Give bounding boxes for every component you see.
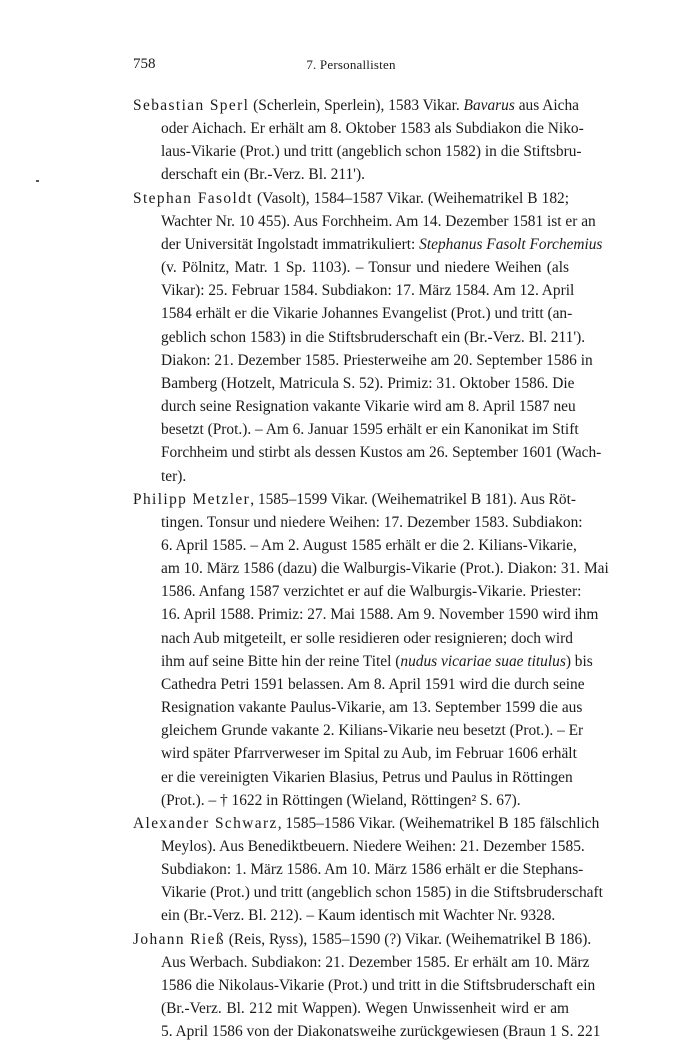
- text-run: Aus Werbach. Subdiakon: 21. Dezember 1585. Er erhält am 10. März: [161, 953, 590, 971]
- entry-line: [133, 117, 584, 140]
- text-run: wird später Pfarrverweser im Spital zu Aub, im Februar 1606 erhält: [161, 745, 577, 763]
- text-run: ter).: [161, 467, 187, 485]
- text-run: Cathedra Petri 1591 belassen. Am 8. April 1591 wird die durch seine: [161, 675, 585, 693]
- text-run: Vikarie (Prot.) und tritt (angeblich schon 1585) in die Stiftsbruderschaft: [161, 884, 603, 902]
- page-body: [133, 94, 609, 1043]
- entry-line: [133, 904, 569, 927]
- text-run: er die vereinigten Vikarien Blasius, Petrus und Paulus in Röttingen: [161, 768, 573, 786]
- entry-line: [133, 673, 585, 696]
- text-run: (Scherlein, Sperlein), 1583 Vikar.: [249, 97, 464, 114]
- entry-first-line: [133, 187, 569, 210]
- text-run: besetzt (Prot.). – Am 6. Januar 1595 erhält er ein Kanonikat im Stift: [161, 421, 579, 439]
- text-run: ) bis: [565, 652, 593, 670]
- page-number: 758: [133, 56, 156, 72]
- entry-line: [133, 163, 569, 186]
- text-run: oder Aichach. Er erhält am 8. Oktober 1583 als Subdiakon die Niko-: [161, 120, 584, 138]
- text-run: laus-Vikarie (Prot.) und tritt (angeblich schon 1582) in die Stiftsbru-: [161, 143, 582, 161]
- text-run: tingen. Tonsur und niedere Weihen: 17. Dezember 1583. Subdiakon:: [161, 513, 583, 531]
- register-entry: [133, 94, 584, 187]
- entry-line: [133, 951, 590, 974]
- text-run: (Reis, Ryss), 1585–1590 (?) Vikar. (Weihematrikel B 186).: [224, 930, 592, 948]
- entry-line: [133, 418, 579, 441]
- italic-text: Bavarus: [463, 97, 515, 114]
- text-run: (Br.-Verz. Bl. 212 mit Wappen). Wegen Unwissenheit wird er am: [161, 1000, 569, 1018]
- text-run: geblich schon 1583) in die Stiftsbruderschaft ein (Br.-Verz. Bl. 211').: [161, 328, 586, 346]
- text-run: 1584 erhält er die Vikarie Johannes Evangelist (Prot.) und tritt (an-: [161, 305, 573, 323]
- person-name: Stephan Fasoldt: [133, 189, 253, 207]
- register-entry: [133, 187, 603, 488]
- entry-first-line: [133, 928, 592, 951]
- text-run: Meylos). Aus Benediktbeuern. Niedere Weihen: 21. Dezember 1585.: [161, 838, 585, 855]
- entry-line: [133, 603, 599, 626]
- entry-line: [133, 997, 569, 1020]
- entry-line: [133, 256, 569, 279]
- text-run: der Universität Ingolstadt immatrikuliert:: [161, 235, 420, 253]
- entry-line: [133, 349, 593, 372]
- text-run: Wachter Nr. 10 455). Aus Forchheim. Am 14. Dezember 1581 ist er an: [161, 212, 596, 230]
- entry-line: [133, 580, 582, 603]
- entry-first-line: [133, 94, 579, 117]
- entry-line: [133, 511, 583, 534]
- text-run: (v. Pölnitz, Matr. 1 Sp. 1103). – Tonsur und niedere Weihen (als: [161, 259, 569, 277]
- entry-line: [133, 627, 573, 650]
- person-name: Sebastian Sperl: [133, 97, 250, 114]
- register-entry: [133, 928, 601, 1044]
- entry-line: [133, 1020, 601, 1043]
- entry-line: [133, 279, 575, 302]
- text-run: 1586 die Nikolaus-Vikarie (Prot.) und tritt in die Stiftsbruderschaft ein: [161, 976, 596, 994]
- text-run: durch seine Resignation vakante Vikarie wird am 8. April 1587 neu: [161, 398, 576, 416]
- entry-line: [133, 534, 577, 557]
- entry-line: [133, 557, 609, 580]
- margin-mark: [36, 180, 39, 182]
- entry-line: [133, 974, 596, 997]
- text-run: 16. April 1588. Primiz: 27. Mai 1588. Am 9. November 1590 wird ihm: [161, 606, 599, 624]
- text-run: 6. April 1585. – Am 2. August 1585 erhält er die 2. Kilians-Vikarie,: [161, 536, 577, 554]
- text-run: Forchheim und stirbt als dessen Kustos am 26. September 1601 (Wach-: [161, 444, 602, 462]
- entry-line: [133, 696, 583, 719]
- entry-line: [133, 441, 602, 464]
- entry-line: [133, 835, 585, 858]
- text-run: Subdiakon: 1. März 1586. Am 10. März 1586 erhält er die Stephans-: [161, 861, 584, 879]
- entry-line: [133, 742, 577, 765]
- italic-text: Stephanus Fasolt Forchemius: [419, 235, 603, 253]
- text-run: derschaft ein (Br.-Verz. Bl. 211').: [161, 166, 365, 184]
- text-run: gleichem Grunde vakante 2. Kilians-Vikarie neu besetzt (Prot.). – Er: [161, 722, 584, 740]
- text-run: 5. April 1586 von der Diakonatsweihe zurückgewiesen (Braun 1 S. 221: [161, 1023, 601, 1041]
- person-name: Philipp Metzler: [133, 490, 251, 508]
- entry-line: [133, 233, 603, 256]
- entry-line: [133, 650, 593, 673]
- entry-first-line: [133, 812, 600, 835]
- entry-line: [133, 881, 603, 904]
- text-run: Bamberg (Hotzelt, Matricula S. 52). Primiz: 31. Oktober 1586. Die: [161, 374, 575, 392]
- entry-line: [133, 465, 569, 488]
- entry-line: [133, 789, 569, 812]
- person-name: Alexander Schwarz: [133, 814, 278, 832]
- running-head: 7. Personallisten: [306, 57, 396, 72]
- entry-first-line: [133, 488, 577, 511]
- text-run: Resignation vakante Paulus-Vikarie, am 13. September 1599 die aus: [161, 699, 583, 717]
- text-run: aus Aicha: [514, 97, 579, 114]
- entry-line: [133, 766, 573, 789]
- register-entry: [133, 488, 609, 812]
- entry-line: [133, 140, 582, 163]
- text-run: (Prot.). – † 1622 in Röttingen (Wieland, Röttingen² S. 67).: [161, 791, 521, 809]
- text-run: (Vasolt), 1584–1587 Vikar. (Weihematrikel B 182;: [252, 189, 569, 207]
- text-run: , 1585–1586 Vikar. (Weihematrikel B 185 fälschlich: [277, 814, 600, 832]
- page-header: [133, 56, 569, 80]
- entry-line: [133, 719, 584, 742]
- text-run: am 10. März 1586 (dazu) die Walburgis-Vikarie (Prot.). Diakon: 31. Mai: [161, 560, 609, 578]
- entry-line: [133, 858, 584, 881]
- entry-line: [133, 372, 575, 395]
- italic-text: nudus vicariae suae titulus: [400, 652, 566, 670]
- text-run: Diakon: 21. Dezember 1585. Priesterweihe am 20. September 1586 in: [161, 351, 593, 369]
- register-entry: [133, 812, 603, 928]
- text-run: ein (Br.-Verz. Bl. 212). – Kaum identisch mit Wachter Nr. 9328.: [161, 907, 556, 925]
- entry-line: [133, 395, 576, 418]
- person-name: Johann Rieß: [133, 930, 225, 948]
- text-run: Vikar): 25. Februar 1584. Subdiakon: 17. März 1584. Am 12. April: [161, 282, 575, 300]
- text-run: nach Aub mitgeteilt, er solle residieren oder resignieren; doch wird: [161, 629, 573, 647]
- text-run: 1586. Anfang 1587 verzichtet er auf die Walburgis-Vikarie. Priester:: [161, 583, 582, 601]
- text-run: , 1585–1599 Vikar. (Weihematrikel B 181). Aus Röt-: [250, 490, 577, 508]
- entry-line: [133, 210, 596, 233]
- text-run: ihm auf seine Bitte hin der reine Titel (: [161, 652, 401, 670]
- entry-line: [133, 302, 573, 325]
- entry-line: [133, 326, 586, 349]
